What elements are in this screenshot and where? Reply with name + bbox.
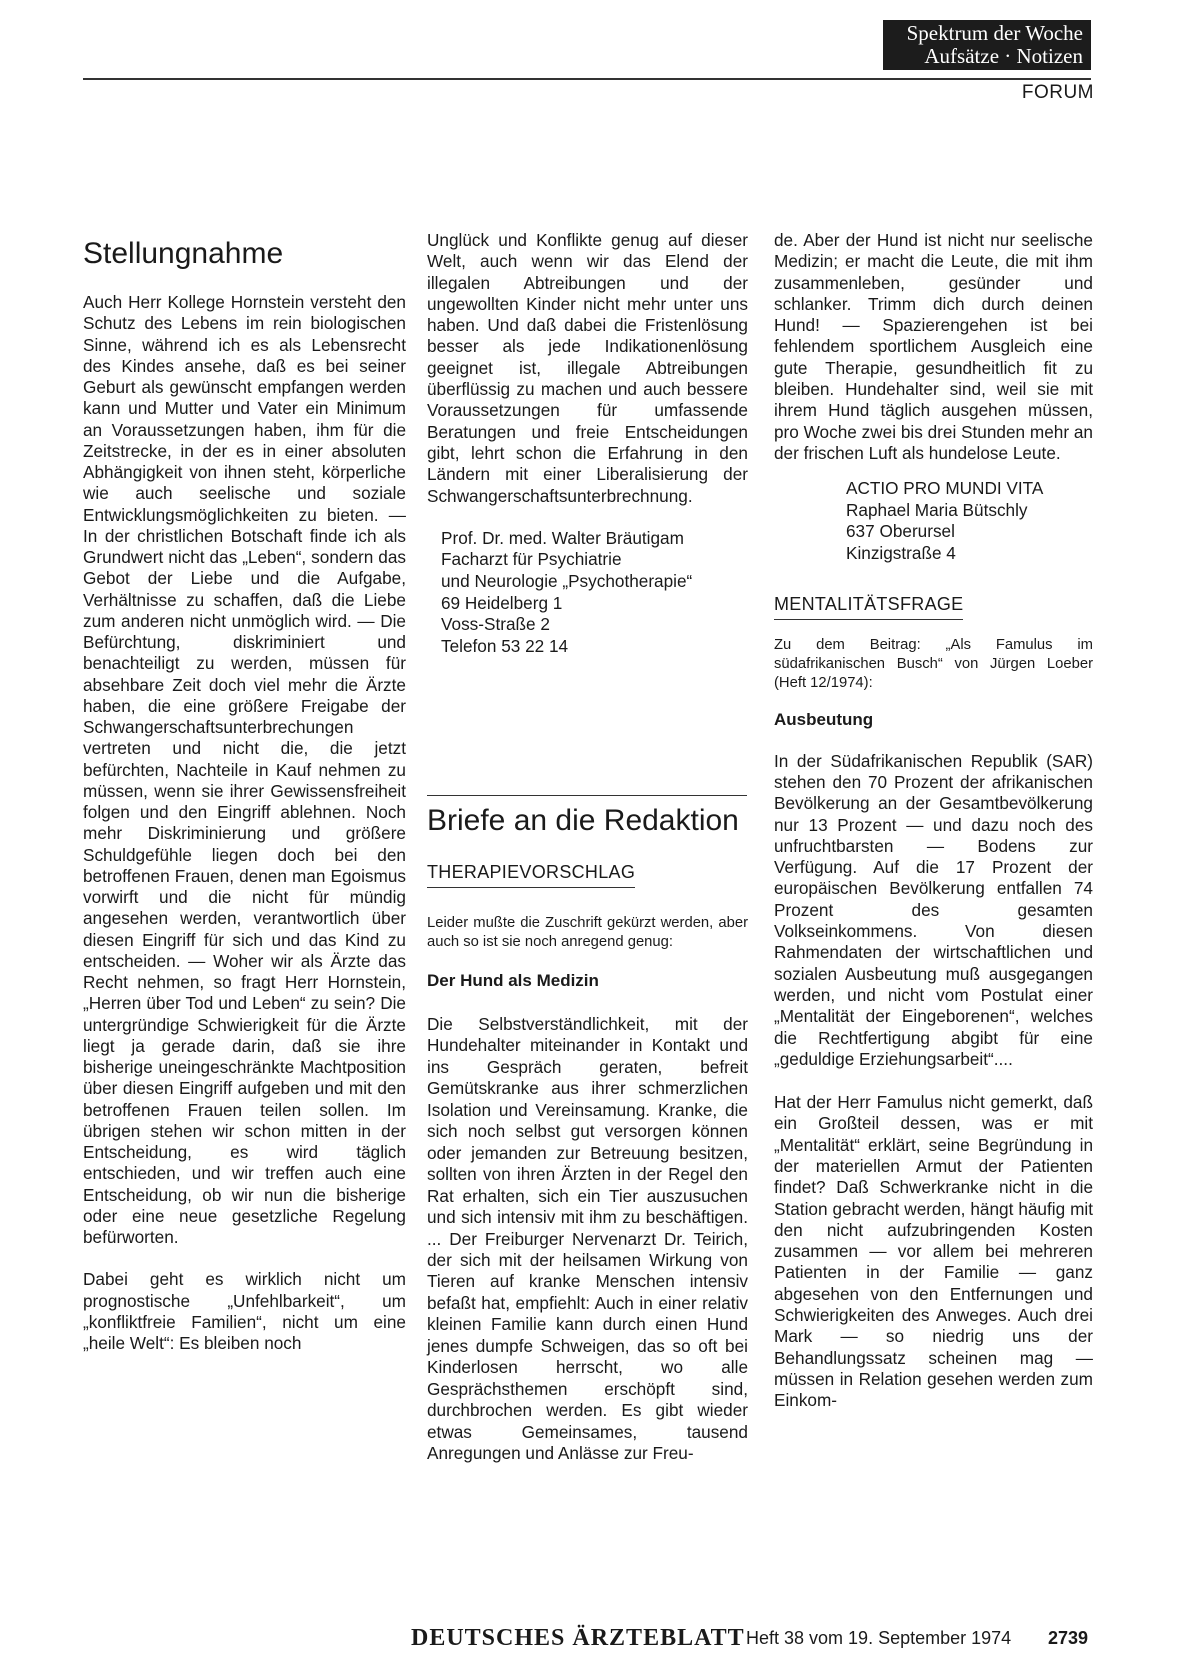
letter-body-continuation: de. Aber der Hund ist nicht nur seelische Medizin; er macht die Leute, die mit ihm zusammenleben, gesünder und schlanker. Trimm dich durch deinen Hund! — Spazierengehen ist bei fehlendem sportlichem Ausgleich eine gute Therapie, gesundheitlich fit zu bleiben. Hundehalter sind, weil sie mit ihrem Hund täglich ausgehen müssen, pro Woche zwei bis drei Stunden mehr an der frischen Luft als hundelose Leute. (774, 230, 1093, 463)
letters-title: Briefe an die Redaktion (427, 804, 739, 837)
letter-subhead: Ausbeutung (774, 709, 874, 729)
signature-name: Raphael Maria Bütschly (846, 499, 1028, 520)
letter-body-paragraph-1: In der Südafrikanischen Republik (SAR) stehen den 70 Prozent der afrikanischen Bevölkerung an der Gesamtbevölkerung nur 13 Prozent — und dazu noch des unfruchtbarsten — Bodens zur Verfügung. Auf die 17 Prozent der europäischen Bevölkerung entfallen 74 Prozent des gesamten Volkseinkommens. Von diesen Rahmendaten der wirtschaftlichen und sozialen Ausbeutung muß ausgegangen werden, und nicht vom Postulat einer „Mentalität der Eingeborenen“, welches die Rechtfertigung abgibt für eine „geduldige Erziehungsarbeit“.... (774, 750, 1093, 1069)
signature-street: Kinzigstraße 4 (846, 543, 956, 564)
letter-body: Die Selbstverständlichkeit, mit der Hundehalter miteinander in Kontakt und ins Gespräch geraten, befreit Gemütskranke aus ihrer schmerzlichen Isolation und Vereinsamung. Kranke, die sich noch selbst gut versorgen können oder jemanden zur Betreuung besitzen, sollten von ihren Ärzten in der Regel den Rat erhalten, sich ein Tier auszusuchen und sich intensiv mit ihm zu beschäftigen. ... Der Freiburger Nervenarzt Dr. Teirich, der sich mit der heilsamen Wirkung von Tieren auf kranke Menschen intensiv befaßt hat, empfiehlt: Auch in einer relativ kleinen Familie kann durch einen Hund jenes dumpfe Schweigen, das so oft bei Kinderlosen herrscht, wo alle Gesprächsthemen erschöpft sind, durchbrochen werden. Es gibt wieder etwas Gemeinsames, tausend Anregungen und Anlässe zur Freu- (427, 1014, 748, 1464)
forum-label: FORUM (1021, 82, 1094, 103)
signature-city: 637 Oberursel (846, 521, 955, 542)
signature-phone: Telefon 53 22 14 (441, 635, 569, 656)
section-rule (427, 795, 747, 796)
section-tag (883, 20, 1091, 70)
column-3 (774, 230, 1093, 1412)
issue-info: Heft 38 vom 19. September 1974 (746, 1628, 1012, 1648)
column-1 (83, 236, 406, 1354)
column-2 (427, 230, 748, 657)
section-heading-mentalitaetsfrage: MENTALITÄTSFRAGE (774, 593, 963, 620)
signature-buetschly (774, 478, 1093, 564)
stellungnahme-continuation: Unglück und Konflikte genug auf dieser Welt, auch wenn wir das Elend der illegalen Abtreibungen und der ungewollten Kinder nicht mehr unter uns haben. Und daß dabei die Fristenlösung besser als jede Indikationenlösung geeignet ist, illegale Abtreibungen überflüssig zu machen und auch bessere Voraussetzungen für umfassende Beratungen und freie Entscheidungen gibt, lehrt schon die Erfahrung in den Ländern mit einer Liberalisierung der Schwangerschaftsunterbrechnung. (427, 230, 748, 506)
section-tag-line1: Spektrum der Woche (906, 21, 1083, 45)
signature-title: Facharzt für Psychiatrie (441, 549, 622, 570)
letter-subhead: Der Hund als Medizin (427, 971, 599, 990)
signature-org: ACTIO PRO MUNDI VITA (846, 478, 1044, 499)
section-heading-therapievorschlag: THERAPIEVORSCHLAG (427, 861, 635, 888)
stellungnahme-paragraph-2: Dabei geht es wirklich nicht um prognostische „Unfehlbarkeit“, um „konfliktfreie Familien“, nicht um eine „heile Welt“: Es bleiben noch (83, 1269, 406, 1353)
article-title-stellungnahme: Stellungnahme (83, 237, 284, 270)
letter-intro: Zu dem Beitrag: „Als Famulus im südafrikanischen Busch“ von Jürgen Loeber (Heft 12/1974): (774, 636, 1093, 691)
signature-city: 69 Heidelberg 1 (441, 592, 563, 613)
signature-street: Voss-Straße 2 (441, 614, 550, 635)
letter-intro: Leider mußte die Zuschrift gekürzt werden, aber auch so ist sie noch anregend genug: (427, 915, 748, 950)
letter-body-paragraph-2: Hat der Herr Famulus nicht gemerkt, daß ein Großteil dessen, was er mit „Mentalität“ erklärt, seine Begründung in der materiellen Armut der Patienten findet? Daß Schwerkranke nicht in die Station gebracht werden, hängt häufig mit den nicht aufzubringenden Kosten zusammen — vor allem bei mehreren Patienten in der Familie — ganz abgesehen von den Entfernungen und Schwierigkeiten des Anweges. Auch drei Mark — so niedrig uns der Behandlungssatz scheinen mag — müssen in Relation gesehen werden zum Einkom- (774, 1092, 1093, 1411)
signature-name: Prof. Dr. med. Walter Bräutigam (441, 527, 684, 548)
letters-section (427, 803, 748, 1465)
signature-specialty: und Neurologie „Psychotherapie“ (441, 571, 693, 592)
signature-braeutigam (427, 528, 748, 658)
header-rule (83, 78, 1091, 80)
page-number: 2739 (1048, 1628, 1089, 1648)
journal-name: DEUTSCHES ÄRZTEBLATT (411, 1625, 745, 1651)
section-tag-line2: Aufsätze · Notizen (924, 44, 1083, 68)
stellungnahme-paragraph-1: Auch Herr Kollege Hornstein versteht den Schutz des Lebens im rein biologischen Sinne, während ich es als Lebensrecht des Kindes ansehe, daß es bei seiner Geburt als gewünscht empfangen werden kann und Mutter und Vater ein Minimum an Voraussetzungen haben, ihm für die Zeitstrecke, in der es in einer absoluten Abhängigkeit von ihnen steht, körperliche wie auch seelische und soziale Entwicklungsmöglichkeiten zu bieten. — In der christlichen Botschaft finde ich als Grundwert nicht das „Leben“, sondern das Gebot der Liebe und die Aufgabe, Verhältnisse zu schaffen, daß die Liebe zum anderen nicht unmöglich wird. — Die Befürchtung, diskriminiert und benachteiligt zu werden, müssen für absehbare Zeit doch viel mehr die Ärzte haben, die eine größere Freigabe der Schwangerschaftsunterbrechungen vertreten und nicht die, die jetzt befürchten, Nachteile in Kauf nehmen zu müssen, wenn sie ihrer Gewissensfreiheit folgen und den Eingriff ablehnen. Noch mehr Diskriminierung und größere Schuldgefühle liegen doch bei den betroffenen Frauen, denen man Egoismus vorwirft und die nicht für mündig angesehen werden, verantwortlich über diesen Eingriff für sich und das Kind zu entscheiden. — Woher wir als Ärzte das Recht nehmen, so fragt Herr Hornstein, „Herren über Tod und Leben“ zu sein? Die untergründige Schwierigkeit für die Ärzte liegt ja gerade darin, daß sie ihre bisherige uneingeschränkte Machtposition über diesen Eingriff aufgeben und mit den betroffenen Frauen teilen sollen. Im übrigen stehen wir schon mitten in der Entscheidung, es wird täglich entschieden, und wir treffen auch eine Entscheidung, ob wir nun die bisherige oder eine neue gesetzliche Regelung befürworten. (83, 292, 406, 1247)
